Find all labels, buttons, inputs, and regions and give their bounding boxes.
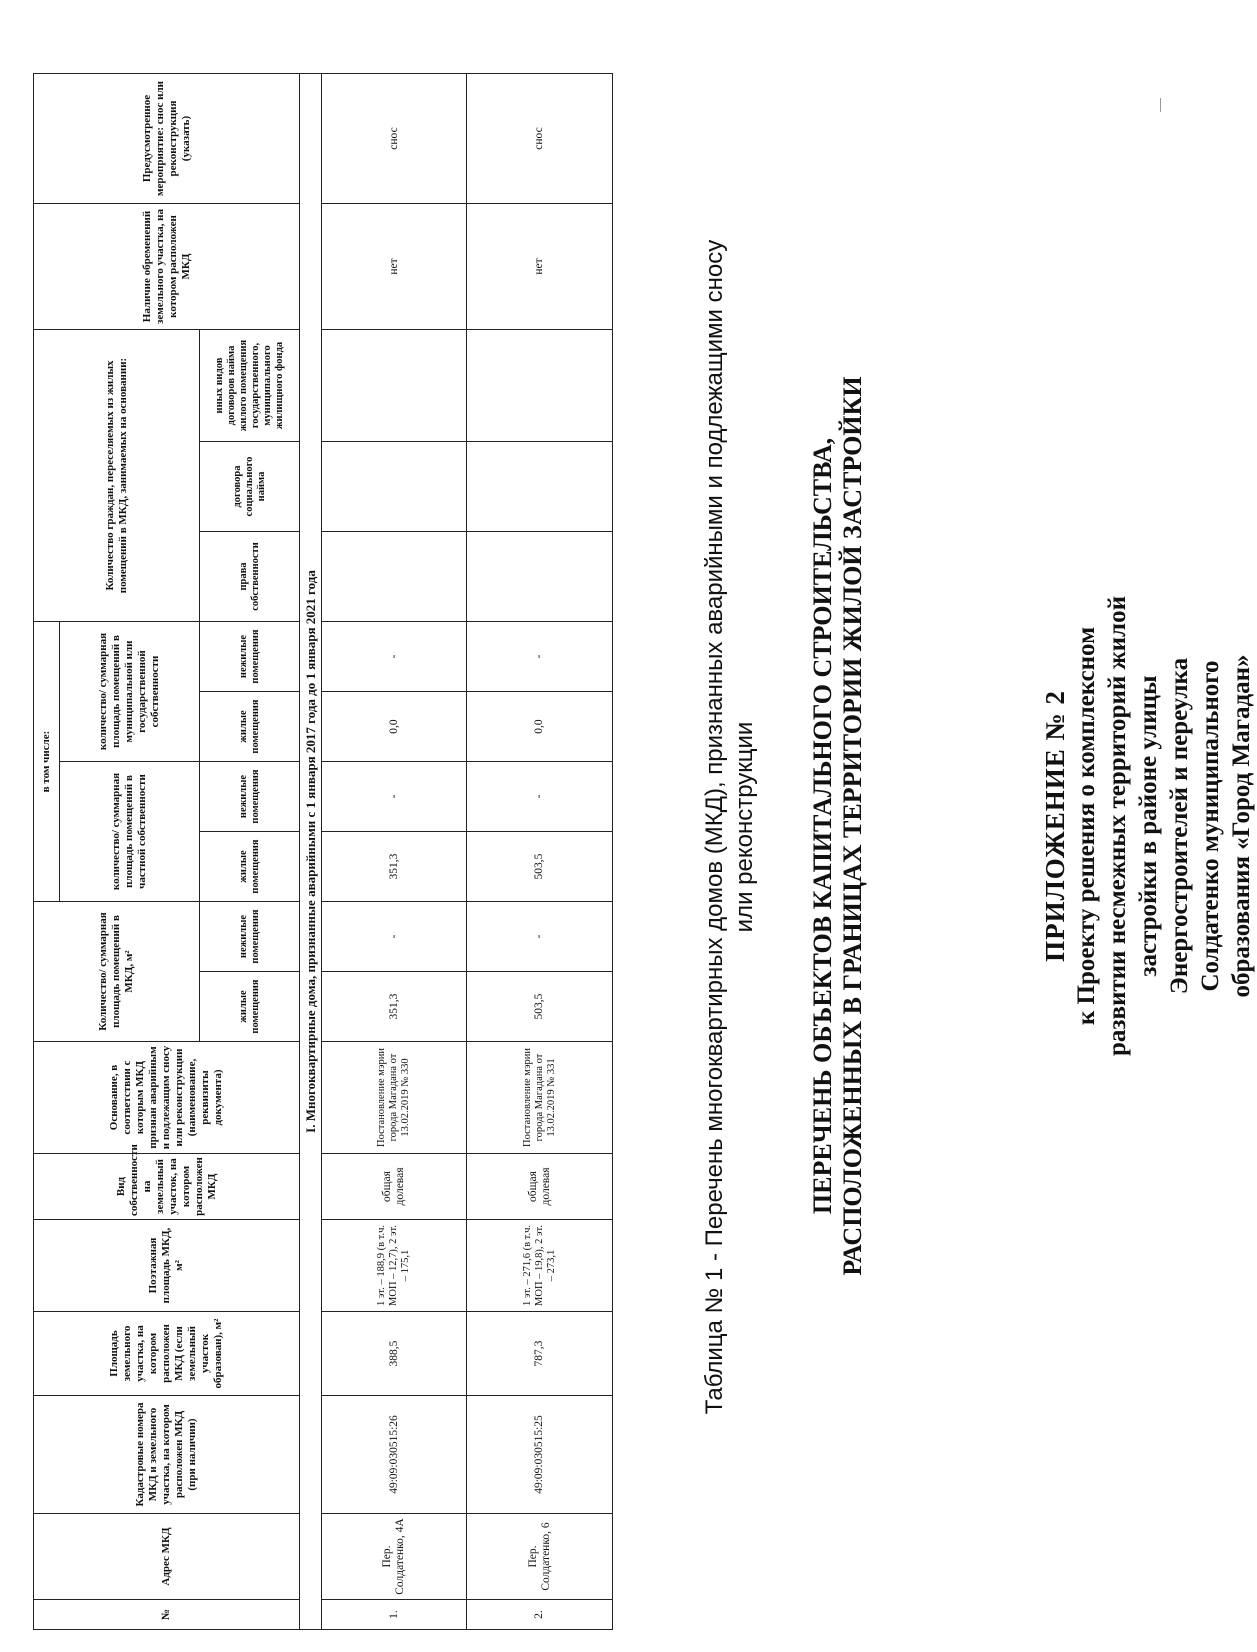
row-floor-area: 1 эт. – 271,6 (в т.ч. МОП – 19,8), 2 эт. – 273,1: [467, 1220, 613, 1312]
appendix-line: застройки в районе улицы: [1135, 675, 1162, 977]
header-basis: Основание, в соответствии с которым МКД признан аварийным и подлежащим сносу или реконструкции (наименование, реквизиты документа): [34, 1042, 300, 1154]
header-encumbrance: Наличие обременений земельного участка, на котором расположен МКД: [34, 204, 300, 330]
header-ownership: Вид собственности на земельный участок, на котором расположен МКД: [34, 1154, 300, 1220]
row-plot-area: 388,5: [321, 1312, 467, 1396]
appendix-line: Энергостроителей и переулка: [1166, 657, 1193, 995]
appendix-line: к Проекту решения о комплексном: [1073, 626, 1100, 1026]
row-private-nonres: -: [321, 762, 467, 832]
mkd-table-container: [33, 81, 613, 1630]
header-floor-area: Поэтажная площадь МКД, м²: [34, 1220, 300, 1312]
appendix-heading: [1040, 0, 1257, 1652]
row-address: Пер. Солдатенко, 4А: [321, 1514, 467, 1600]
header-total-area: Количество/ суммарная площадь помещений в МКД, м²: [34, 902, 200, 1042]
header-including: в том числе:: [34, 622, 60, 902]
header-municipal-nonresidential: нежилые помещения: [200, 622, 300, 692]
table-caption: [700, 82, 760, 1572]
header-plot-area: Площадь земельного участка, на котором расположен МКД (если земельный участок образован), м²: [34, 1312, 300, 1396]
row-social: [467, 442, 613, 532]
row-num: 2.: [467, 1600, 613, 1630]
row-address: Пер. Солдатенко, 6: [467, 1514, 613, 1600]
section-title: I. Многоквартирные дома, признанные аварийными с 1 января 2017 года до 1 января 2021 года: [300, 74, 322, 1630]
scan-mark: [1160, 98, 1161, 112]
appendix-line: образования «Город Магадан»: [1228, 654, 1255, 998]
header-ownership-right: права собственности: [200, 532, 300, 622]
row-other: [467, 330, 613, 442]
row-plot-area: 787,3: [467, 1312, 613, 1396]
row-total-nonres: -: [467, 902, 613, 972]
row-own-right: [467, 532, 613, 622]
header-private: количество/ суммарная площадь помещений в частной собственности: [60, 762, 200, 902]
row-total-res: 503,5: [467, 972, 613, 1042]
row-private-res: 351,3: [321, 832, 467, 902]
list-title: [808, 0, 868, 1652]
row-total-nonres: -: [321, 902, 467, 972]
row-municipal-res: 0,0: [467, 692, 613, 762]
row-other: [321, 330, 467, 442]
caption-line: или реконструкции: [731, 721, 758, 933]
list-title-line: ПЕРЕЧЕНЬ ОБЪЕКТОВ КАПИТАЛЬНОГО СТРОИТЕЛЬСТВА,: [808, 437, 837, 1215]
appendix-line: развитии несмежных территорий жилой: [1104, 596, 1131, 1056]
header-residents: Количество граждан, переселяемых из жилых помещений в МКД, занимаемых на основании:: [34, 330, 200, 622]
mkd-table: [33, 73, 613, 1630]
header-total-residential: жилые помещения: [200, 972, 300, 1042]
row-private-nonres: -: [467, 762, 613, 832]
row-cadastral: 49:09:030515:26: [321, 1396, 467, 1514]
row-basis: Постановление мэрии города Магадана от 13.02.2019 № 331: [467, 1042, 613, 1154]
list-title-line: РАСПОЛОЖЕННЫХ В ГРАНИЦАХ ТЕРРИТОРИИ ЖИЛОЙ ЗАСТРОЙКИ: [838, 376, 867, 1276]
row-municipal-nonres: -: [321, 622, 467, 692]
caption-line: Таблица № 1 - Перечень многоквартирных домов (МКД), признанных аварийными и подлежащими сносу: [701, 239, 728, 1415]
header-address: Адрес МКД: [34, 1514, 300, 1600]
row-ownership: общая долевая: [467, 1154, 613, 1220]
row-encumbrance: нет: [321, 204, 467, 330]
row-ownership: общая долевая: [321, 1154, 467, 1220]
row-municipal-res: 0,0: [321, 692, 467, 762]
header-total-nonresidential: нежилые помещения: [200, 902, 300, 972]
row-encumbrance: нет: [467, 204, 613, 330]
row-measure: снос: [321, 74, 467, 204]
row-floor-area: 1 эт. – 188,9 (в т.ч. МОП – 12,7), 2 эт. – 175,1: [321, 1220, 467, 1312]
row-social: [321, 442, 467, 532]
row-own-right: [321, 532, 467, 622]
header-num: №: [34, 1600, 300, 1630]
header-other-rent: иных видов договоров найма жилого помещения государственного, муниципального жилищного фонда: [200, 330, 300, 442]
row-measure: снос: [467, 74, 613, 204]
row-total-res: 351,3: [321, 972, 467, 1042]
header-measure: Предусмотренное мероприятие: снос или реконструкция (указать): [34, 74, 300, 204]
header-municipal-residential: жилые помещения: [200, 692, 300, 762]
header-private-residential: жилые помещения: [200, 832, 300, 902]
appendix-line: Солдатенко муниципального: [1197, 660, 1224, 992]
header-municipal: количество/ суммарная площадь помещений в муниципальной или государственной собственности: [60, 622, 200, 762]
row-basis: Постановление мэрии города Магадана от 13.02.2019 № 330: [321, 1042, 467, 1154]
row-private-res: 503,5: [467, 832, 613, 902]
table-row: [467, 74, 613, 1630]
row-municipal-nonres: -: [467, 622, 613, 692]
row-cadastral: 49:09:030515:25: [467, 1396, 613, 1514]
appendix-title: ПРИЛОЖЕНИЕ № 2: [1040, 690, 1070, 962]
table-row: [321, 74, 467, 1630]
header-social-rent: договора социального найма: [200, 442, 300, 532]
row-num: 1.: [321, 1600, 467, 1630]
header-private-nonresidential: нежилые помещения: [200, 762, 300, 832]
header-cadastral: Кадастровые номера МКД и земельного участка, на котором расположен МКД (при наличии): [34, 1396, 300, 1514]
